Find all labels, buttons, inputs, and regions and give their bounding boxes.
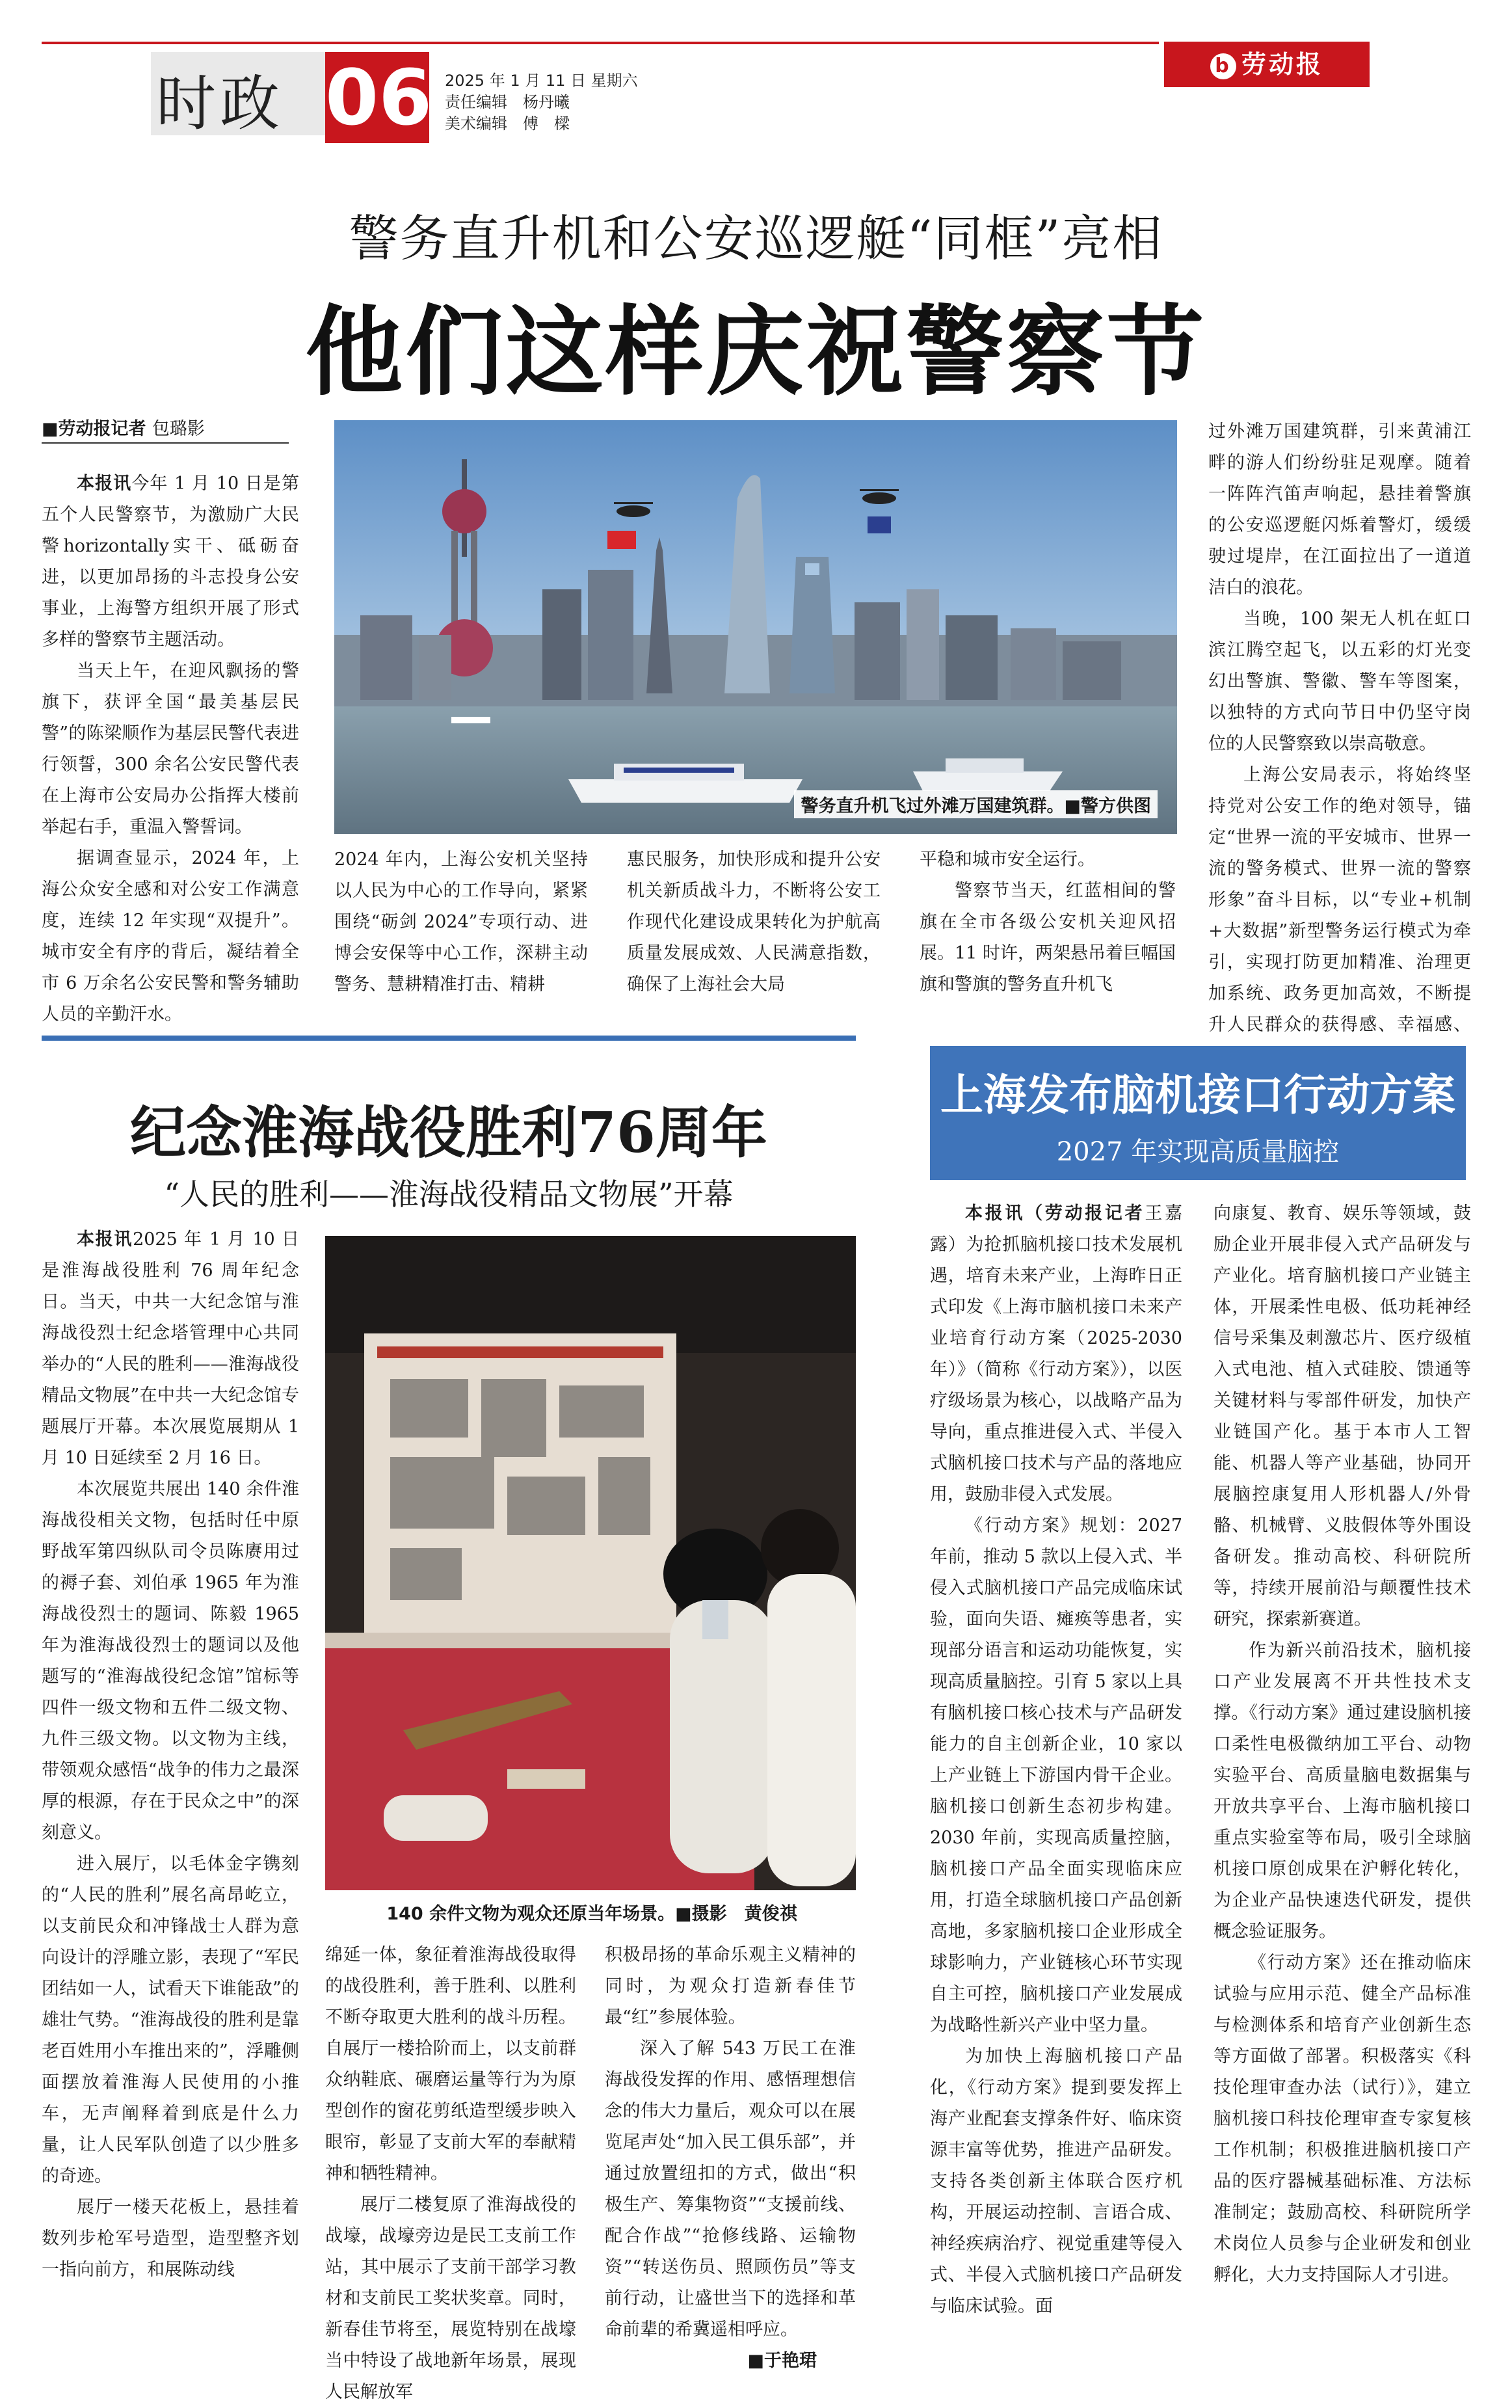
story1-photo-caption: 警务直升机飞过外滩万国建筑群。■警方供图	[794, 790, 1158, 818]
story3-headline-box	[930, 1046, 1466, 1180]
story1-column-5	[1208, 416, 1471, 1072]
byline-name: 王嘉露）	[930, 1203, 1183, 1255]
story1-column-3	[627, 844, 881, 1000]
logo-mark-icon: b	[1210, 53, 1236, 79]
dateline: 本报讯	[77, 474, 132, 494]
section-name: 时政	[156, 69, 284, 139]
paragraph	[42, 2192, 299, 2286]
story1-column-2	[334, 844, 588, 1000]
skyline-photo-illustration	[334, 420, 1177, 834]
paragraph: 警察节当天，红蓝相间的警旗在全市各级公安机关迎风招展。11 时许，两架悬吊着巨幅国旗和警旗的警务直升机飞	[920, 881, 1176, 995]
paragraph	[930, 1510, 1182, 2041]
paragraph-text: 进入展厅，以毛体金字镌刻的“人民的胜利”展名高昂屹立，以支前民众和冲锋战士人群为意向设计的浮雕立影，表现了“军民团结如一人，试看天下谁能敌”的雄壮气势。“淮海战役的胜利是靠老百姓用小车推出来的”，浮雕侧面摆放着淮海人民使用的小推车，无声阐释着到底是什么力量，让人民军队创造了以少胜多的奇迹。	[42, 1854, 299, 2186]
paragraph: 2024 年内，上海公安机关坚持以人民为中心的工作导向，紧紧围绕“砺剑 2024”专项行动、进博会安保等中心工作，深耕主动警务、慧耕精准打击、精耕	[334, 849, 588, 995]
paragraph: 过外滩万国建筑群，引来黄浦江畔的游人们纷纷驻足观摩。随着一阵阵汽笛声响起，悬挂着警旗的公安巡逻艇闪烁着警灯，缓缓驶过堤岸，在江面拉出了一道道洁白的浪花。	[1208, 421, 1471, 598]
paragraph	[42, 1224, 299, 1474]
dateline: 本报讯	[77, 1229, 133, 1250]
paragraph-text: 为抢抓脑机接口技术发展机遇，培育未来产业，上海昨日正式印发《上海市脑机接口未来产业培育行动方案（2025-2030 年）》（简称《行动方案》），以医疗级场景为核心，以战略产品为导向，重点推进侵入式、半侵入式脑机接口技术与产品的落地应用，鼓励非侵入式发展。	[930, 1235, 1183, 1505]
dateline: 本报讯	[965, 1203, 1026, 1224]
police-flag	[868, 516, 891, 533]
edition-date: 2025 年 1 月 11 日 星期六	[445, 72, 638, 90]
paper-name: 劳动报	[1241, 50, 1323, 79]
paragraph-text: 本次展览共展出 140 余件淮海战役相关文物，包括时任中原野战军第四纵队司令员陈赓用过的褥子套、刘伯承 1965 年为淮海战役烈士的题词、陈毅 1965 年为淮海战役烈士的题词以及他题写的“淮海战役纪念馆”馆标等四件一级文物和五件二级文物、九件三级文物。以文物为主线，带领观众感悟“战争的伟力之最深厚的根源，存在于民众之中”的深刻意义。	[42, 1479, 299, 1843]
story2-column-1	[42, 1224, 299, 2286]
story3-column-1	[930, 1198, 1182, 2322]
paragraph: 展厅二楼复原了淮海战役的战壕，战壕旁边是民工支前工作站，其中展示了支前干部学习教材和支前民工奖状奖章。同时，新春佳节将至，展览特别在战壕当中特设了战地新年场景，展现人民解放军	[325, 2195, 576, 2402]
paragraph-text: 今年 1 月 10 日是第五个人民警察节，为激励广大民警horizontally实干、砥砺奋进，以更加昂扬的斗志投身公安事业，上海警方组织开展了形式多样的警察节主题活动。	[42, 474, 299, 650]
paragraph	[42, 1849, 299, 2192]
byline-label: （劳动报记者	[1025, 1203, 1145, 1224]
paragraph-text: 据调查显示，2024 年，上海公众安全感和对公安工作满意度，连续 12 年实现“双提升”。城市安全有序的背后，凝结着全市 6 万余名公安民警和警务辅助人员的辛勤汗水。	[42, 848, 299, 1024]
paragraph: 深入了解 543 万民工在淮海战役发挥的作用、感悟理想信念的伟大力量后，观众可以在展览尾声处“加入民工俱乐部”，并通过放置纽扣的方式，做出“积极生产、筹集物资”“支援前线、配合作战”“抢修线路、运输物资”“转送伤员、照顾伤员”等支前行动，让盛世当下的选择和革命前辈的希冀遥相呼应。	[605, 2039, 856, 2340]
paper-logo	[1164, 42, 1370, 87]
paragraph: 平稳和城市安全运行。	[920, 849, 1095, 870]
paragraph-text: 《行动方案》规划：2027 年前，推动 5 款以上侵入式、半侵入式脑机接口产品完成临床试验，面向失语、瘫痪等患者，实现部分语言和运动功能恢复，实现高质量脑控。引育 5 家以上具有脑机接口核心技术与产品研发能力的自主创新企业，10 家以上产业链上下游国内骨干企业。脑机接口创新生态初步构建。2030 年前，实现高质量控脑，脑机接口产品全面实现临床应用，打造全球脑机接口产品创新高地，多家脑机接口企业形成全球影响力，产业链核心环节实现自主可控，脑机接口产业发展成为战略性新兴产业中坚力量。	[930, 1516, 1182, 2035]
story1-column-4	[920, 844, 1176, 1000]
paragraph-text: 展厅一楼天花板上，悬挂着数列步枪军号造型，造型整齐划一指向前方，和展陈动线	[42, 2197, 299, 2280]
story2-top-rule	[42, 1036, 856, 1041]
story2-photo	[325, 1236, 856, 1890]
paragraph: 作为新兴前沿技术，脑机接口产业发展离不开共性技术支撑。《行动方案》通过建设脑机接口柔性电极微纳加工平台、动物实验平台、高质量脑电数据集与开放共享平台、上海市脑机接口重点实验室等布局，吸引全球脑机接口原创成果在沪孵化转化，为企业产品快速迭代研发，提供概念验证服务。	[1214, 1640, 1471, 1942]
paragraph: 上海公安局表示，将始终坚持党对公安工作的绝对领导，锚定“世界一流的平安城市、世界一流的警务模式、世界一流的警察形象”奋斗目标，以“专业+机制+大数据”新型警务运行模式为牵引，实现打防更加精准、治理更加系统、政务更加高效，不断提升人民群众的获得感、幸福感、	[1208, 765, 1471, 1035]
art-editor-line: 美术编辑 傅 樑	[445, 114, 570, 133]
paragraph	[42, 1474, 299, 1849]
story1-headline: 他们这样庆祝警察节	[305, 295, 1207, 409]
paragraph-text: 为加快上海脑机接口产品化，《行动方案》提到要发挥上海产业配套支撑条件好、临床资源丰富等优势，推进产品研发。支持各类创新主体联合医疗机构，开展运动控制、言语合成、神经疾病治疗、视觉重建等侵入式、半侵入式脑机接口产品研发与临床试验。面	[930, 2046, 1182, 2316]
story1-kicker: 警务直升机和公安巡逻艇“同框”亮相	[349, 209, 1163, 267]
paragraph	[930, 1198, 1182, 1510]
paragraph: 积极昂扬的革命乐观主义精神的同时，为观众打造新春佳节最“红”参展体验。	[605, 1945, 856, 2027]
national-flag	[607, 531, 636, 549]
story1-byline	[42, 416, 289, 444]
story2-column-2	[325, 1940, 576, 2408]
story3-subhead: 2027 年实现高质量脑控	[1056, 1137, 1340, 1167]
paragraph	[42, 843, 299, 1030]
story2-headline: 纪念淮海战役胜利76周年	[130, 1100, 767, 1166]
story2-column-3	[605, 1940, 856, 2377]
top-rule	[42, 42, 1159, 44]
editor-line: 责任编辑 杨丹曦	[445, 93, 570, 111]
paragraph: 当晚，100 架无人机在虹口滨江腾空起飞，以五彩的灯光变幻出警旗、警徽、警车等图案，以独特的方式向节日中仍坚守岗位的人民警察致以崇高敬意。	[1208, 609, 1471, 754]
edition-meta	[445, 70, 638, 135]
paragraph	[42, 656, 299, 843]
story3-column-2	[1214, 1198, 1471, 2291]
paragraph: 《行动方案》还在推动临床试验与应用示范、健全产品标准与检测体系和培育产业创新生态等方面做了部署。积极落实《科技伦理审查办法（试行）》，建立脑机接口科技伦理审查专家复核工作机制；积极推进脑机接口产品的医疗器械基础标准、方法标准制定；鼓励高校、科研院所学术岗位人员参与企业研发和创业孵化，大力支持国际人才引进。	[1214, 1953, 1471, 2285]
exhibition-photo-illustration	[325, 1236, 856, 1890]
byline-label: ■劳动报记者	[42, 419, 146, 439]
story3-headline: 上海发布脑机接口行动方案	[940, 1069, 1455, 1120]
story2-subhead: “人民的胜利——淮海战役精品文物展”开幕	[164, 1177, 734, 1212]
paragraph-text: 当天上午，在迎风飘扬的警旗下，获评全国“最美基层民警”的陈梁顺作为基层民警代表进行领誓，300 余名公安民警代表在上海市公安局办公指挥大楼前举起右手，重温入警誓词。	[42, 661, 299, 837]
story1-column-1	[42, 468, 299, 1030]
story2-photo-caption: 140 余件文物为观众还原当年场景。■摄影 黄俊祺	[386, 1904, 797, 1924]
story2-signoff: ■于艳珺	[747, 2351, 817, 2371]
page-number: 06	[325, 53, 432, 142]
paragraph-text: 2025 年 1 月 10 日是淮海战役胜利 76 周年纪念日。当天，中共一大纪念馆与淮海战役烈士纪念塔管理中心共同举办的“人民的胜利——淮海战役精品文物展”在中共一大纪念馆专题展厅开幕。本次展览展期从 1 月 10 日延续至 2 月 16 日。	[42, 1229, 300, 1468]
paragraph	[42, 468, 299, 656]
story1-photo	[334, 420, 1177, 834]
paragraph: 向康复、教育、娱乐等领域，鼓励企业开展非侵入式产品研发与产业化。培育脑机接口产业链主体，开展柔性电极、低功耗神经信号采集及刺激芯片、医疗级植入式电池、植入式硅胶、馈通等关键材料与零部件研发，加快产业链国产化。基于本市人工智能、机器人等产业基础，协同开展脑控康复用人形机器人/外骨骼、机械臂、义肢假体等外围设备研发。推动高校、科研院所等，持续开展前沿与颠覆性技术研究，探索新赛道。	[1214, 1203, 1471, 1629]
paragraph: 绵延一体，象征着淮海战役取得的战役胜利，善于胜利、以胜利不断夺取更大胜利的战斗历程。自展厅一楼拾阶而上，以支前群众纳鞋底、碾磨运量等行为为原型创作的窗花剪纸造型缓步映入眼帘，彰显了支前大军的奉献精神和牺牲精神。	[325, 1945, 576, 2184]
paragraph: 惠民服务，加快形成和提升公安机关新质战斗力，不断将公安工作现代化建设成果转化为护航高质量发展成效、人民满意指数，确保了上海社会大局	[627, 849, 881, 995]
byline-name: 包璐影	[152, 419, 205, 439]
paragraph	[930, 2041, 1182, 2322]
